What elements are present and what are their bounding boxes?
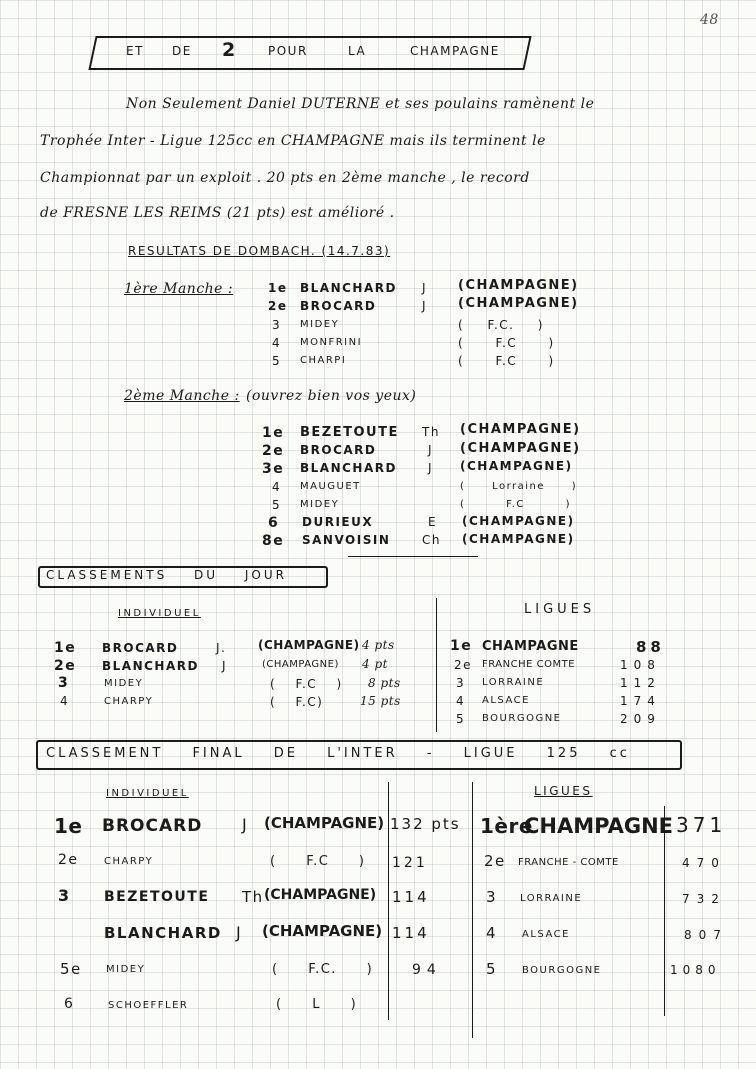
column-divider — [472, 782, 473, 1038]
classement-jour-heading: CLASSEMENTS DU JOUR — [46, 568, 287, 582]
manche1-label: 1ère Manche : — [124, 281, 234, 297]
column-divider — [436, 598, 437, 732]
jour-ligues-label: LIGUES — [524, 602, 596, 617]
results-heading: RESULTATS DE DOMBACH. (14.7.83) — [128, 244, 391, 258]
column-divider — [388, 782, 389, 1020]
final-individuel-label: INDIVIDUEL — [106, 788, 189, 799]
page-number: 48 — [700, 12, 719, 28]
final-ligues-label: LIGUES — [534, 784, 593, 798]
classement-final-heading: CLASSEMENT FINAL DE L'INTER - LIGUE 125 cc — [46, 746, 630, 761]
section-divider — [348, 556, 478, 557]
manche2-note: (ouvrez bien vos yeux) — [246, 388, 417, 404]
manche2-label: 2ème Manche : — [124, 388, 240, 404]
jour-individuel-label: INDIVIDUEL — [118, 608, 201, 619]
